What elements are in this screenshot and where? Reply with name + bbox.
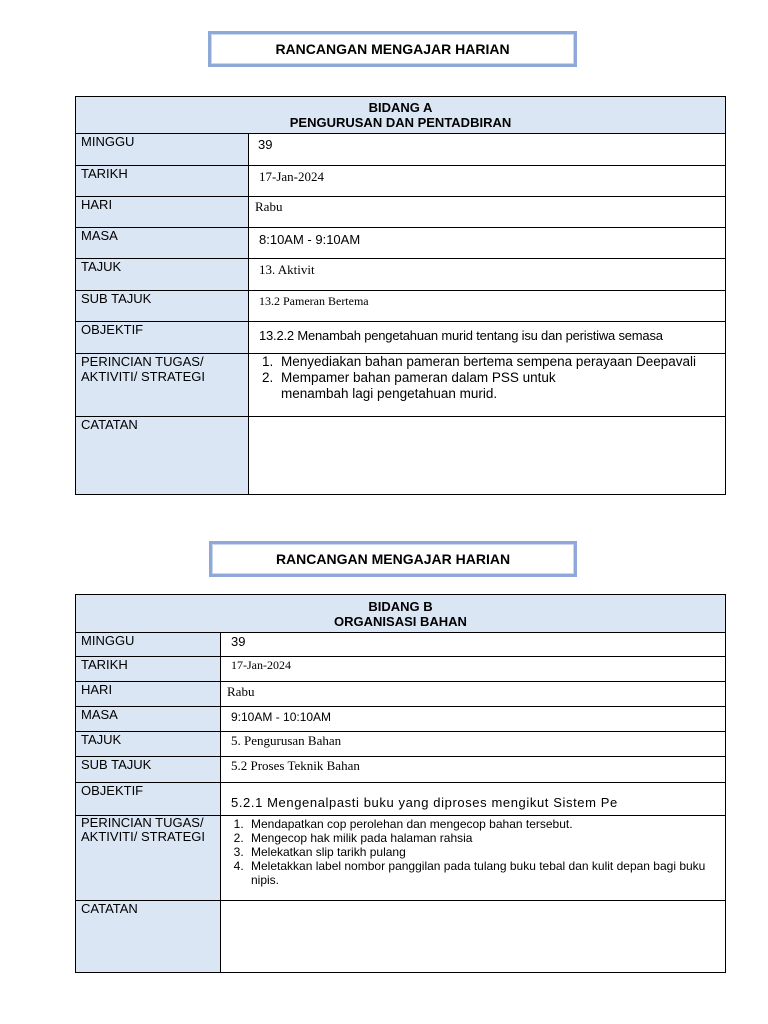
masa-label: MASA: [76, 228, 249, 259]
section-a-heading: [76, 97, 726, 134]
section-a-title: [208, 31, 577, 67]
tarikh-label: TARIKH: [76, 166, 249, 197]
tajuk-label: TAJUK: [76, 732, 221, 757]
catatan-value: [249, 417, 726, 495]
section-b-title: [209, 541, 577, 577]
perincian-label-line1: PERINCIAN TUGAS/: [81, 815, 204, 830]
list-item: 4. Meletakkan label nombor panggilan pada tulang buku tebal dan kulit depan bagi buku nipis.: [247, 859, 725, 887]
tarikh-label: TARIKH: [76, 657, 221, 682]
list-item: 2. Mengecop hak milik pada halaman rahsia: [247, 831, 725, 845]
perincian-label-line1: PERINCIAN TUGAS/: [81, 354, 204, 369]
minggu-value: 39: [221, 633, 726, 657]
hari-value: Rabu: [221, 682, 726, 707]
tajuk-value: 5. Pengurusan Bahan: [221, 732, 726, 757]
catatan-value: [221, 901, 726, 973]
list-item: 1. Mendapatkan cop perolehan dan mengecop bahan tersebut.: [247, 817, 725, 831]
section-b-title-text: RANCANGAN MENGAJAR HARIAN: [275, 551, 511, 567]
minggu-label: MINGGU: [76, 134, 249, 166]
perincian-list: [221, 817, 725, 887]
section-b-heading-line2: ORGANISASI BAHAN: [334, 613, 467, 629]
section-a-heading-line1: BIDANG A: [368, 100, 433, 115]
minggu-label: MINGGU: [76, 633, 221, 657]
minggu-value: 39: [249, 134, 726, 166]
section-a-table: [75, 96, 726, 495]
sub-tajuk-label: SUB TAJUK: [76, 291, 249, 322]
sub-tajuk-value: 13.2 Pameran Bertema: [249, 291, 726, 322]
masa-label: MASA: [76, 707, 221, 732]
perincian-label: [76, 816, 221, 901]
objektif-label: OBJEKTIF: [76, 783, 221, 816]
tarikh-value: 17-Jan-2024: [221, 657, 726, 682]
section-b-heading: [76, 595, 726, 633]
hari-value: Rabu: [249, 197, 726, 228]
objektif-label: OBJEKTIF: [76, 322, 249, 354]
list-item: 1. Menyediakan bahan pameran bertema sempena perayaan Deepavali: [277, 354, 725, 370]
list-item: 2. Mempamer bahan pameran dalam PSS untuk menambah lagi pengetahuan murid.: [277, 370, 725, 402]
perincian-label-line2: AKTIVITI/ STRATEGI: [81, 369, 205, 384]
sub-tajuk-label: SUB TAJUK: [76, 757, 221, 783]
perincian-value: [249, 354, 726, 417]
perincian-label-line2: AKTIVITI/ STRATEGI: [81, 829, 205, 844]
section-a-title-text: RANCANGAN MENGAJAR HARIAN: [275, 41, 510, 57]
perincian-list: [249, 354, 725, 402]
masa-value: 8:10AM - 9:10AM: [249, 228, 726, 259]
tajuk-value: 13. Aktivit: [249, 259, 726, 291]
list-item: 3. Melekatkan slip tarikh pulang: [247, 845, 725, 859]
masa-value: 9:10AM - 10:10AM: [221, 707, 726, 732]
catatan-label: CATATAN: [76, 901, 221, 973]
objektif-value: 13.2.2 Menambah pengetahuan murid tentang isu dan peristiwa semasa: [249, 322, 726, 354]
tajuk-label: TAJUK: [76, 259, 249, 291]
section-b-table: [75, 594, 726, 973]
section-b-heading-line1: BIDANG B: [368, 598, 433, 614]
sub-tajuk-value: 5.2 Proses Teknik Bahan: [221, 757, 726, 783]
tarikh-value: 17-Jan-2024: [249, 166, 726, 197]
section-a-heading-line2: PENGURUSAN DAN PENTADBIRAN: [289, 115, 512, 130]
hari-label: HARI: [76, 197, 249, 228]
hari-label: HARI: [76, 682, 221, 707]
objektif-value: 5.2.1 Mengenalpasti buku yang diproses mengikut Sistem Pe: [221, 783, 726, 816]
perincian-value: [221, 816, 726, 901]
catatan-label: CATATAN: [76, 417, 249, 495]
perincian-label: [76, 354, 249, 417]
